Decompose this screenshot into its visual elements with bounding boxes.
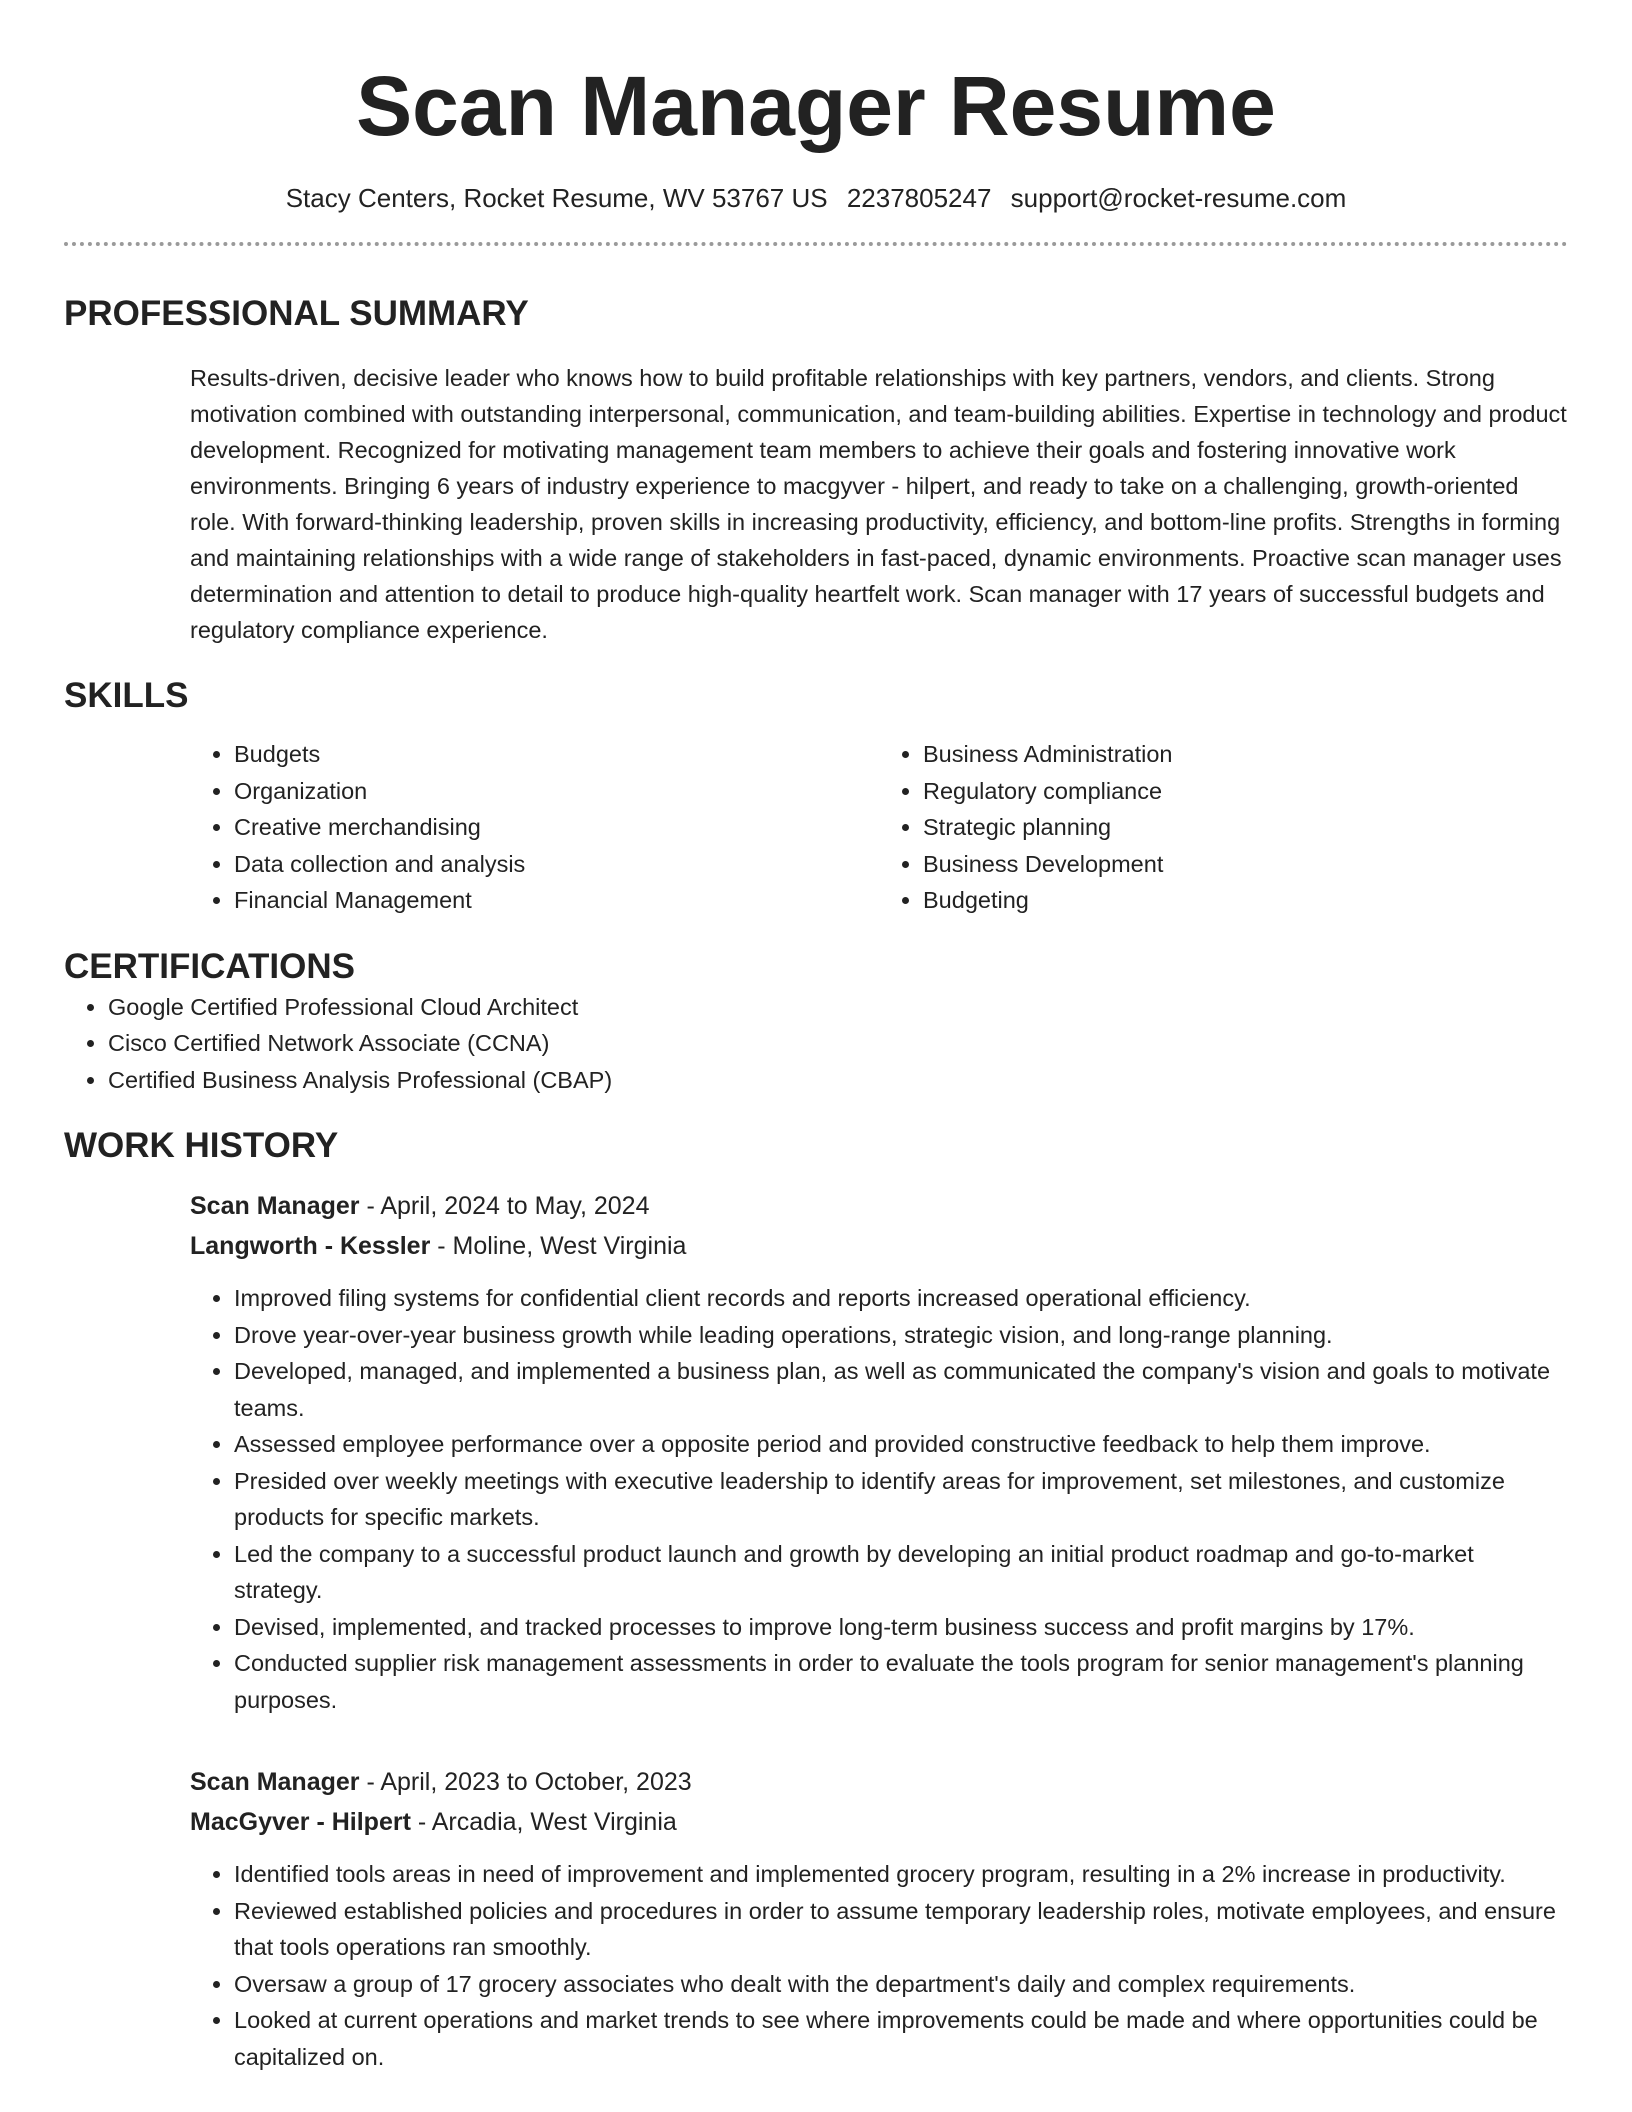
job-bullet: • Devised, implemented, and tracked processes to improve long-term business success and profit margins by 17%. xyxy=(234,1609,1568,1646)
certification-item: • Certified Business Analysis Professional (CBAP) xyxy=(108,1062,1568,1099)
job-bullet: • Drove year-over-year business growth while leading operations, strategic vision, and long-range planning. xyxy=(234,1317,1568,1354)
skill-item: • Regulatory compliance xyxy=(923,773,1568,810)
skills-list xyxy=(190,736,1568,919)
skills-column-left xyxy=(190,736,879,919)
job-bullet: • Presided over weekly meetings with executive leadership to identify areas for improvement, set milestones, and customize products for specific markets. xyxy=(234,1463,1568,1536)
job-bullet: • Developed, managed, and implemented a business plan, as well as communicated the company's vision and goals to motivate teams. xyxy=(234,1353,1568,1426)
certifications-heading: CERTIFICATIONS xyxy=(64,946,356,986)
job-bullet: • Conducted supplier risk management assessments in order to evaluate the tools program for senior management's planning purposes. xyxy=(234,1645,1568,1718)
job-company-line xyxy=(190,1802,1568,1842)
job-dates: - April, 2023 to October, 2023 xyxy=(359,1768,692,1796)
job-location: - Arcadia, West Virginia xyxy=(410,1808,677,1836)
skills-column-right xyxy=(879,736,1568,919)
resume-title: Scan Manager Resume xyxy=(356,59,1276,153)
job-bullet: • Looked at current operations and market trends to see where improvements could be made and where opportunities could be capitalized on. xyxy=(234,2002,1568,2075)
contact-address: Stacy Centers, Rocket Resume, WV 53767 US xyxy=(285,183,828,213)
job-bullet: • Assessed employee performance over a opposite period and provided constructive feedback to help them improve. xyxy=(234,1426,1568,1463)
summary-heading: PROFESSIONAL SUMMARY xyxy=(64,294,529,333)
job-title-line xyxy=(190,1186,1568,1226)
job-location: - Moline, West Virginia xyxy=(430,1232,687,1260)
certification-item: • Cisco Certified Network Associate (CCNA) xyxy=(108,1025,1568,1062)
skill-item: • Organization xyxy=(234,773,879,810)
skill-item: • Strategic planning xyxy=(923,809,1568,846)
header-divider xyxy=(64,242,1568,246)
skill-item: • Budgets xyxy=(234,736,879,773)
work-history-heading: WORK HISTORY xyxy=(64,1126,339,1165)
job-bullets xyxy=(190,1280,1568,1718)
skill-item: • Business Administration xyxy=(923,736,1568,773)
job-bullet: • Oversaw a group of 17 grocery associates who dealt with the department's daily and complex requirements. xyxy=(234,1966,1568,2003)
skill-item: • Financial Management xyxy=(234,882,879,919)
job-bullet: • Improved filing systems for confidential client records and reports increased operational efficiency. xyxy=(234,1280,1568,1317)
job-bullet: • Led the company to a successful product launch and growth by developing an initial product roadmap and go-to-market strategy. xyxy=(234,1536,1568,1609)
job-entry xyxy=(190,1186,1568,1718)
job-bullets xyxy=(190,1856,1568,2075)
job-dates: - April, 2024 to May, 2024 xyxy=(359,1192,650,1220)
job-bullet: • Reviewed established policies and procedures in order to assume temporary leadership roles, motivate employees, and ensure that tools operations ran smoothly. xyxy=(234,1893,1568,1966)
summary-text: Results-driven, decisive leader who knows how to build profitable relationships with key partners, vendors, and clients. Strong motivation combined with outstanding interpersonal, communication, and team-building abilities. Expertise in technology and product development. Recognized for motivating management team members to achieve their goals and fostering innovative work environments. Bringing 6 years of industry experience to macgyver - hilpert, and ready to take on a challenging, growth-oriented role. With forward-thinking leadership, proven skills in increasing productivity, efficiency, and bottom-line profits. Strengths in forming and maintaining relationships with a wide range of stakeholders in fast-paced, dynamic environments. Proactive scan manager uses determination and attention to detail to produce high-quality heartfelt work. Scan manager with 17 years of successful budgets and regulatory compliance experience. xyxy=(190,365,1567,643)
skills-heading: SKILLS xyxy=(64,676,189,715)
job-title: Scan Manager xyxy=(190,1192,360,1220)
job-company: Langworth - Kessler xyxy=(190,1232,431,1260)
certification-item: • Google Certified Professional Cloud Architect xyxy=(108,989,1568,1026)
contact-line xyxy=(64,180,1568,216)
resume-page xyxy=(64,0,1568,2075)
job-title: Scan Manager xyxy=(190,1768,360,1796)
certifications-list xyxy=(64,989,1568,1099)
skill-item: • Budgeting xyxy=(923,882,1568,919)
contact-phone: 2237805247 xyxy=(846,183,992,213)
job-company-line xyxy=(190,1226,1568,1266)
job-bullet: • Identified tools areas in need of improvement and implemented grocery program, resulting in a 2% increase in productivity. xyxy=(234,1856,1568,1893)
contact-email: support@rocket-resume.com xyxy=(1010,183,1347,213)
job-entry xyxy=(190,1762,1568,2075)
skill-item: • Business Development xyxy=(923,846,1568,883)
skill-item: • Creative merchandising xyxy=(234,809,879,846)
job-title-line xyxy=(190,1762,1568,1802)
skill-item: • Data collection and analysis xyxy=(234,846,879,883)
job-company: MacGyver - Hilpert xyxy=(190,1808,411,1836)
